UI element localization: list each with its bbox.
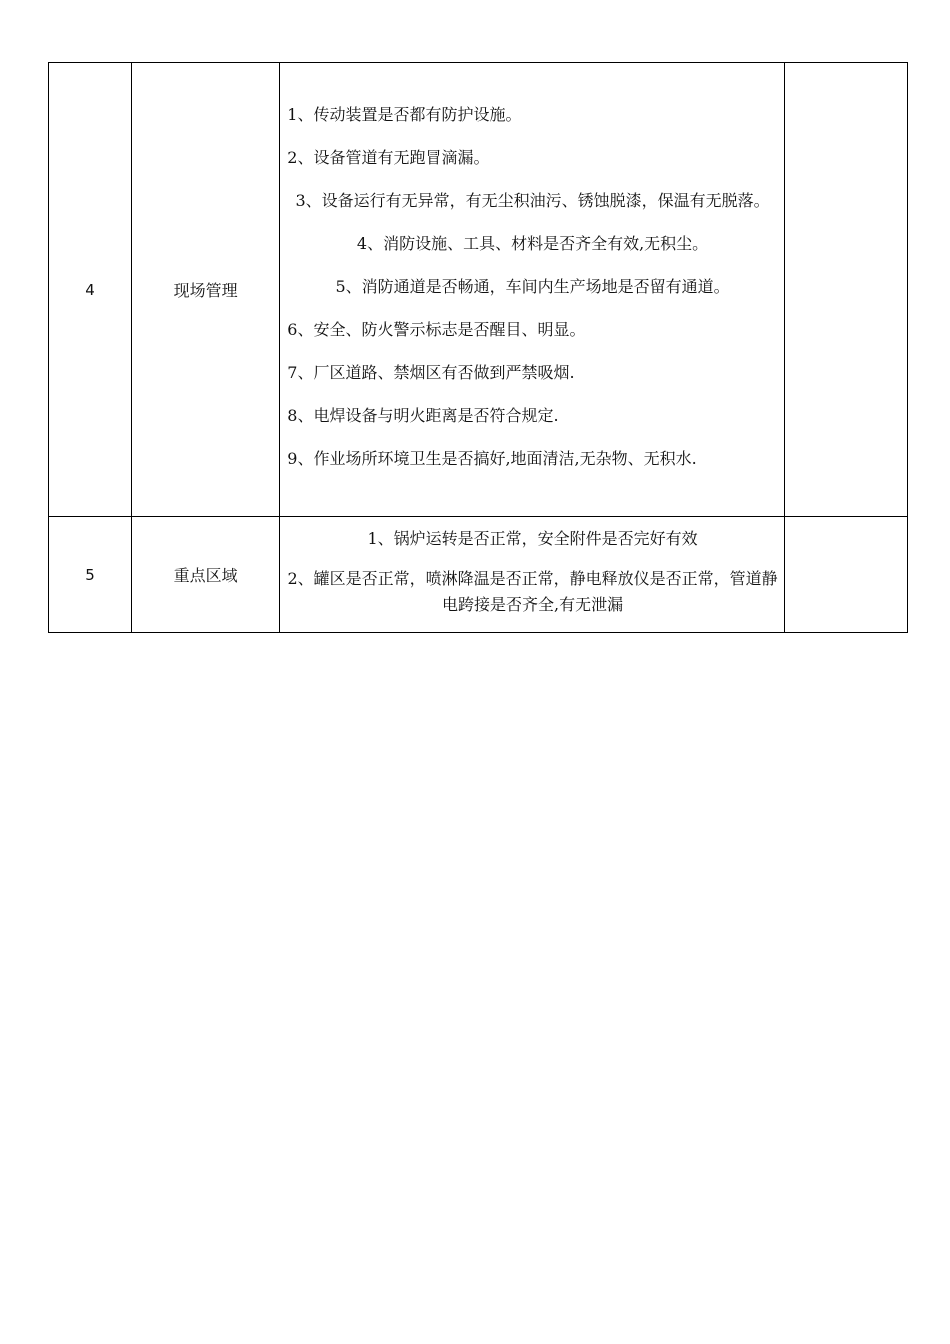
- check-item: 6、安全、防火警示标志是否醒目、明显。: [287, 319, 586, 339]
- area-name: 现场管理: [132, 63, 280, 517]
- check-items-list: [280, 98, 784, 482]
- check-item: 5、消防通道是否畅通，车间内生产场地是否留有通道。: [335, 276, 730, 296]
- check-item: 3、设备运行有无异常，有无尘积油污、锈蚀脱漆，保温有无脱落。: [295, 190, 770, 210]
- check-item: 1、锅炉运转是否正常，安全附件是否完好有效: [367, 528, 698, 548]
- check-item: 8、电焊设备与明火距离是否符合规定.: [287, 405, 559, 425]
- row-number: 4: [49, 63, 132, 517]
- check-items-list: [280, 524, 784, 626]
- remark-cell: [784, 63, 907, 517]
- check-item: 4、消防设施、工具、材料是否齐全有效,无积尘。: [356, 233, 709, 253]
- check-items-cell: [280, 63, 785, 517]
- check-items-cell: [280, 517, 785, 633]
- check-item: 7、厂区道路、禁烟区有否做到严禁吸烟.: [287, 362, 575, 382]
- remark-cell: [784, 517, 907, 633]
- table-row: [49, 517, 908, 633]
- row-number: 5: [49, 517, 132, 633]
- inspection-table: [48, 62, 908, 633]
- check-item: 2、设备管道有无跑冒滴漏。: [287, 147, 490, 167]
- check-item: 9、作业场所环境卫生是否搞好,地面清洁,无杂物、无积水.: [287, 448, 697, 468]
- area-name: 重点区域: [132, 517, 280, 633]
- check-item: 1、传动装置是否都有防护设施。: [287, 104, 522, 124]
- table-row: [49, 63, 908, 517]
- check-item: 2、罐区是否正常，喷淋降温是否正常，静电释放仪是否正常，管道静电跨接是否齐全,有无泄漏: [287, 568, 778, 614]
